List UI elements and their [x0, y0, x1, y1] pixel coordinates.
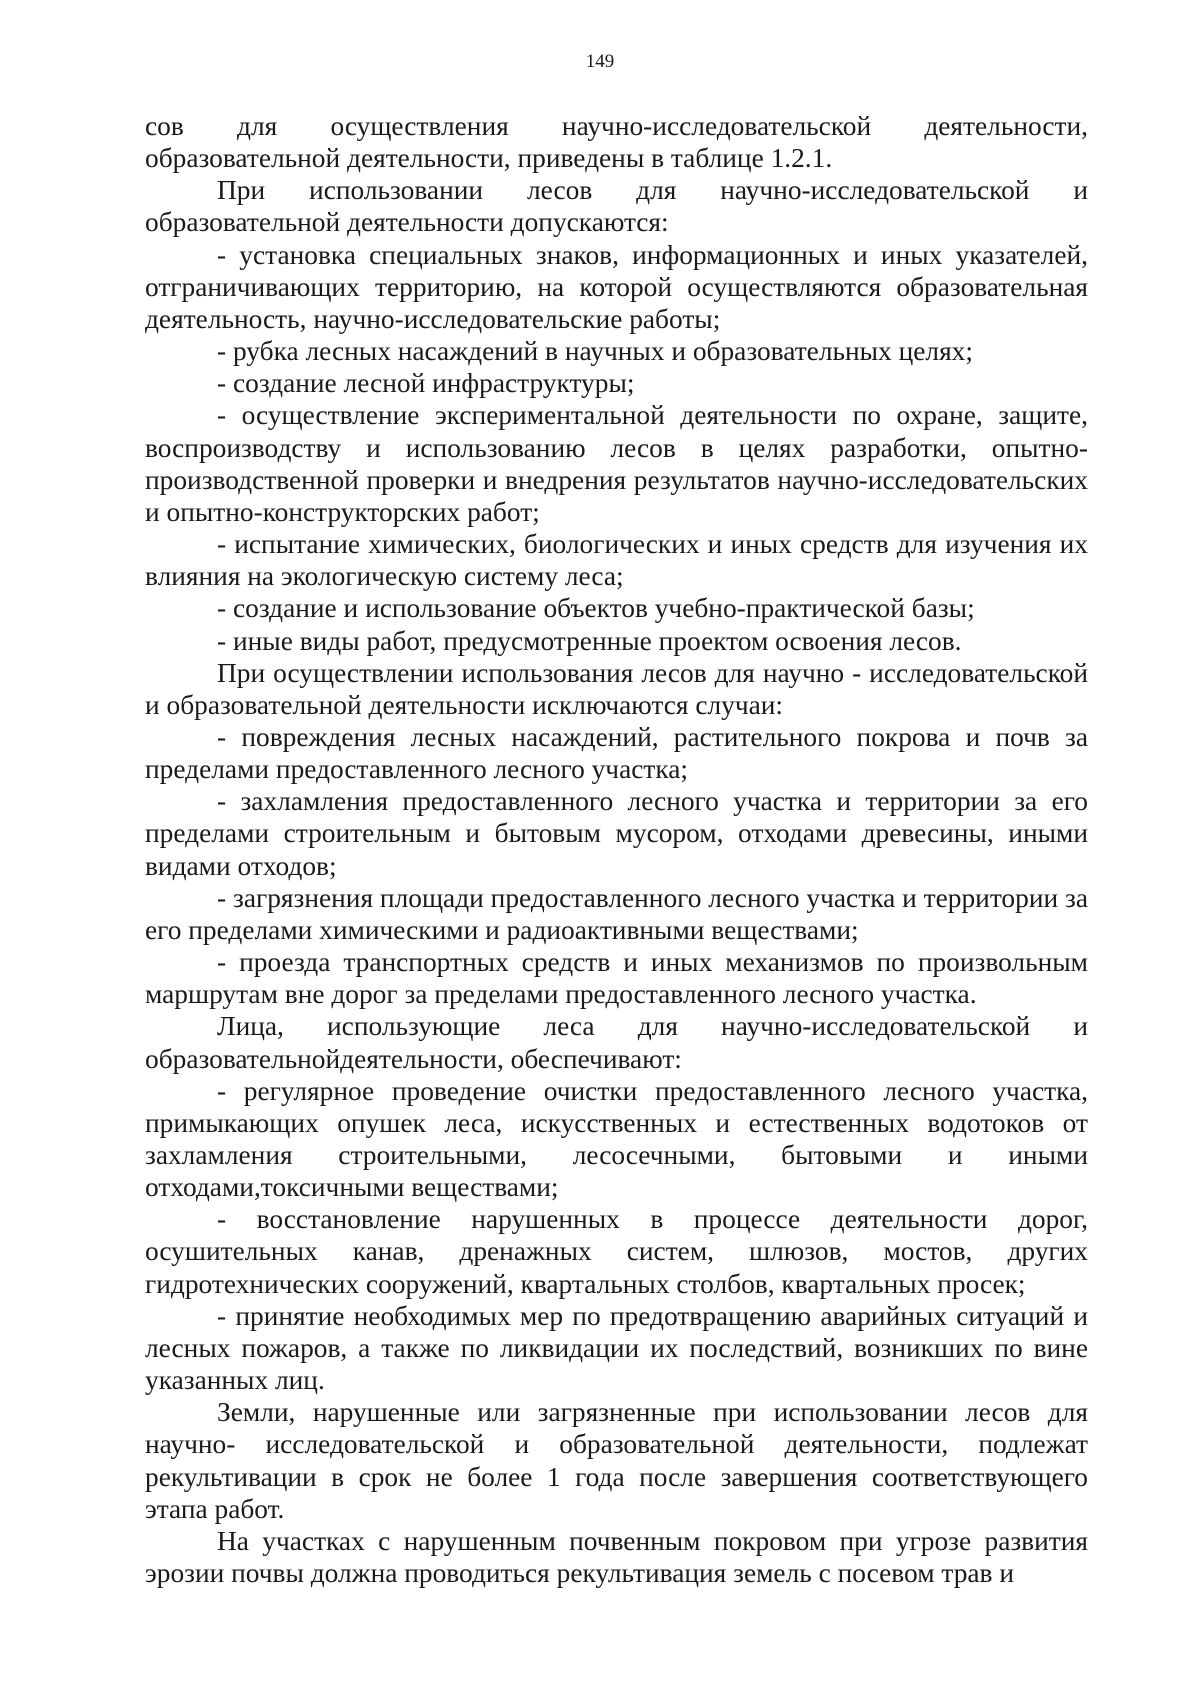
list-item-felling: - рубка лесных насаждений в научных и образовательных целях;	[217, 336, 973, 367]
list-item-littering: - захламления предоставленного лесного участка и территории за его пределами строительным и бытовым мусором, отходами древесины, иными видами отходов;	[145, 786, 1088, 881]
list-item-experimental: - осуществление экспериментальной деятельности по охране, защите, воспроизводству и использованию лесов в целях разработки, опытно- производственной проверки и внедрения результатов научно-исследовательских и опытно-конструкторских работ;	[145, 400, 1088, 527]
list-item-other-works: - иные виды работ, предусмотренные проектом освоения лесов.	[217, 625, 962, 656]
list-item-vehicles: - проезда транспортных средств и иных механизмов по произвольным маршрутам вне дорог за пределами предоставленного лесного участка.	[145, 947, 1088, 1010]
paragraph-excluded-intro: При осуществлении использования лесов для научно - исследовательской и образовательной деятельности исключаются случаи:	[145, 657, 1088, 720]
list-item-damage: - повреждения лесных насаждений, растительного покрова и почв за пределами предоставленного лесного участка;	[145, 721, 1088, 785]
paragraph-continuation: сов для осуществления научно-исследовательской деятельности, образовательной деятельности, приведены в таблице 1.2.1.	[145, 111, 1088, 174]
list-item-infrastructure: - создание лесной инфраструктуры;	[217, 368, 635, 399]
page-number: 149	[585, 51, 615, 72]
list-item-testing: - испытание химических, биологических и иных средств для изучения их влияния на экологическую систему леса;	[145, 529, 1088, 592]
paragraph-land-recultivation: Земли, нарушенные или загрязненные при использовании лесов для научно- исследовательской и образовательной деятельности, подлежат рекультивации в срок не более 1 года после завершения соответствующего этапа работ.	[145, 1397, 1088, 1524]
list-item-emergency-measures: - принятие необходимых мер по предотвращению аварийных ситуаций и лесных пожаров, а также по ликвидации их последствий, возникших по вине указанных лиц.	[145, 1300, 1088, 1396]
list-item-signs: - установка специальных знаков, информационных и иных указателей, отграничивающих территорию, на которой осуществляются образовательная деятельность, научно-исследовательские работы;	[145, 239, 1088, 334]
list-item-pollution: - загрязнения площади предоставленного лесного участка и территории за его пределами химическими и радиоактивными веществами;	[145, 882, 1088, 945]
paragraph-erosion: На участках с нарушенным почвенным покровом при угрозе развития эрозии почвы должна проводиться рекультивация земель с посевом трав и	[145, 1525, 1088, 1589]
paragraph-obligations-intro: Лица, использующие леса для научно-исследовательской и образовательнойдеятельности, обеспечивают:	[145, 1011, 1088, 1074]
list-item-restoration: - восстановление нарушенных в процессе деятельности дорог, осушительных канав, дренажных систем, шлюзов, мостов, других гидротехнических сооружений, квартальных столбов, квартальных просек;	[145, 1204, 1088, 1299]
body-text	[145, 110, 1088, 1589]
paragraph-permitted-intro: При использовании лесов для научно-исследовательской и образовательной деятельности допускаются:	[145, 175, 1088, 238]
list-item-cleaning: - регулярное проведение очистки предоставленного лесного участка, примыкающих опушек леса, искусственных и естественных водотоков от захламления строительными, лесосечными, бытовыми и иными отходами,токсичными веществами;	[145, 1075, 1088, 1203]
list-item-training-base: - создание и использование объектов учебно-практической базы;	[217, 593, 975, 624]
